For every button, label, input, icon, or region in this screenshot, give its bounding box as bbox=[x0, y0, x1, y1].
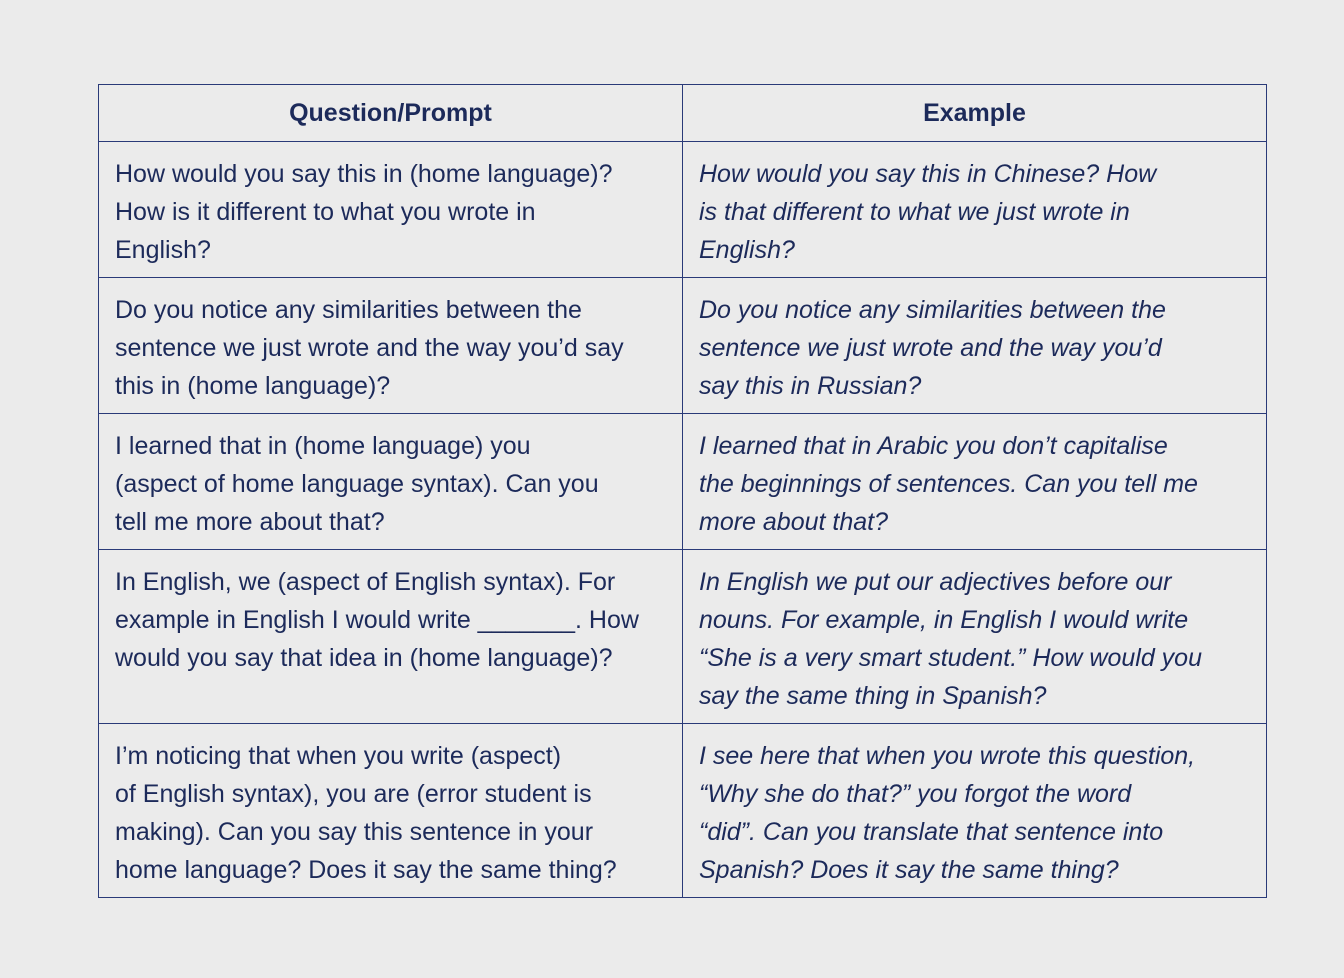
example-cell: In English we put our adjectives before our nouns. For example, in English I would write “She is a very smart student.” How would you say the same thing in Spanish? bbox=[683, 550, 1267, 724]
example-cell: How would you say this in Chinese? How is that different to what we just wrote in English? bbox=[683, 142, 1267, 278]
table-header-row bbox=[99, 85, 1267, 142]
question-cell: I’m noticing that when you write (aspect) of English syntax), you are (error student is making). Can you say this sentence in your home language? Does it say the same thing? bbox=[99, 724, 683, 898]
question-cell: I learned that in (home language) you (aspect of home language syntax). Can you tell me more about that? bbox=[99, 414, 683, 550]
question-cell: Do you notice any similarities between the sentence we just wrote and the way you’d say this in (home language)? bbox=[99, 278, 683, 414]
table-row bbox=[99, 142, 1267, 278]
header-question-prompt: Question/Prompt bbox=[99, 85, 683, 142]
table-row bbox=[99, 278, 1267, 414]
example-cell: I learned that in Arabic you don’t capitalise the beginnings of sentences. Can you tell me more about that? bbox=[683, 414, 1267, 550]
table-row bbox=[99, 550, 1267, 724]
table-row bbox=[99, 414, 1267, 550]
table-row bbox=[99, 724, 1267, 898]
question-cell: In English, we (aspect of English syntax). For example in English I would write _______. How would you say that idea in (home language)? bbox=[99, 550, 683, 724]
example-cell: I see here that when you wrote this question, “Why she do that?” you forgot the word “did”. Can you translate that sentence into Spanish? Does it say the same thing? bbox=[683, 724, 1267, 898]
prompts-table bbox=[98, 84, 1267, 898]
question-cell: How would you say this in (home language)? How is it different to what you wrote in English? bbox=[99, 142, 683, 278]
example-cell: Do you notice any similarities between the sentence we just wrote and the way you’d say this in Russian? bbox=[683, 278, 1267, 414]
header-example: Example bbox=[683, 85, 1267, 142]
